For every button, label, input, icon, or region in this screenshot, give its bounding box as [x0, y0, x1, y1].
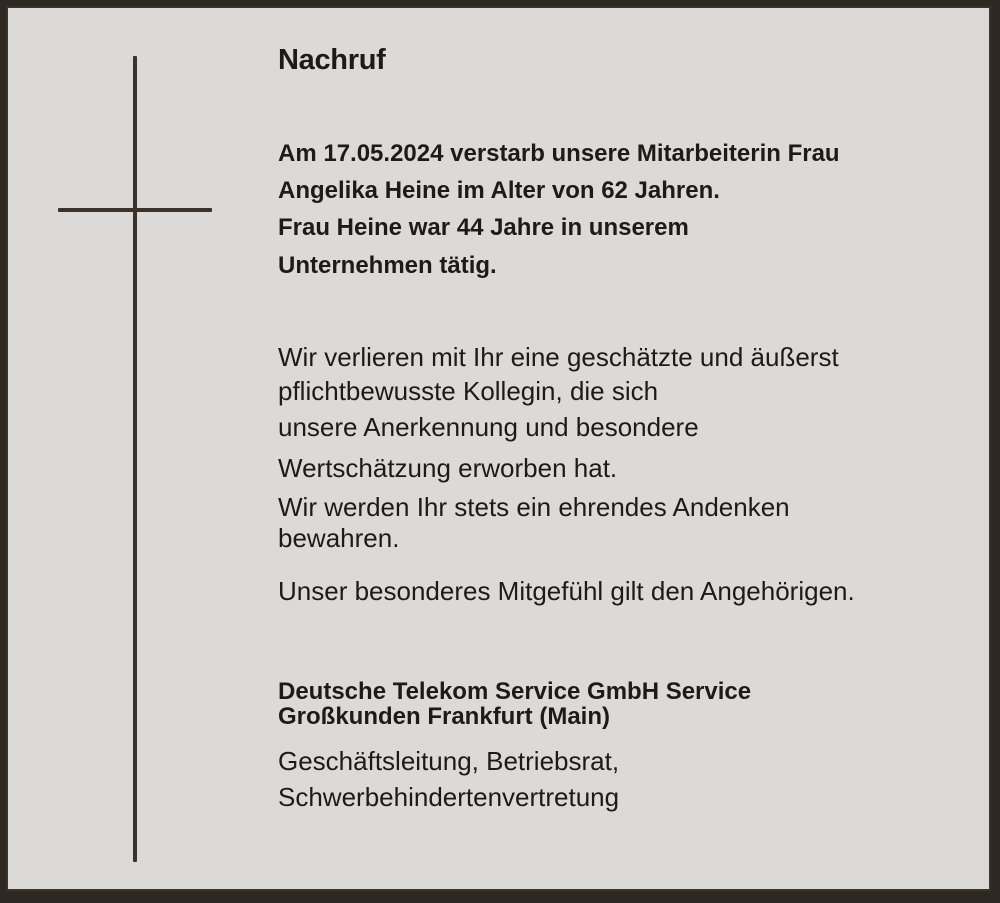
tribute-line-1: Wir verlieren mit Ihr eine geschätzte und äußerst [278, 342, 839, 372]
announcement-line-4: Unternehmen tätig. [278, 252, 497, 279]
obituary-notice [6, 6, 991, 891]
signatories-line-1: Geschäftsleitung, Betriebsrat, [278, 746, 620, 776]
tribute-line-6: bewahren. [278, 523, 400, 553]
condolence-line: Unser besonderes Mitgefühl gilt den Angehörigen. [278, 576, 855, 606]
announcement-line-2: Angelika Heine im Alter von 62 Jahren. [278, 177, 720, 204]
tribute-line-3: unsere Anerkennung und besondere [278, 412, 699, 442]
tribute-line-4: Wertschätzung erworben hat. [278, 453, 618, 483]
notice-title: Nachruf [278, 44, 386, 76]
signatories-line-2: Schwerbehindertenvertretung [278, 782, 620, 812]
tribute-line-2: pflichtbewusste Kollegin, die sich [278, 376, 659, 406]
announcement-line-3: Frau Heine war 44 Jahre in unserem [278, 214, 689, 241]
announcement-line-1: Am 17.05.2024 verstarb unsere Mitarbeiterin Frau [278, 140, 840, 167]
company-name-line-1: Deutsche Telekom Service GmbH Service [278, 678, 752, 705]
cross-horizontal-beam [58, 208, 212, 212]
company-name-line-2: Großkunden Frankfurt (Main) [278, 703, 610, 730]
tribute-line-5: Wir werden Ihr stets ein ehrendes Andenken [278, 492, 790, 522]
cross-vertical-beam [133, 56, 137, 862]
